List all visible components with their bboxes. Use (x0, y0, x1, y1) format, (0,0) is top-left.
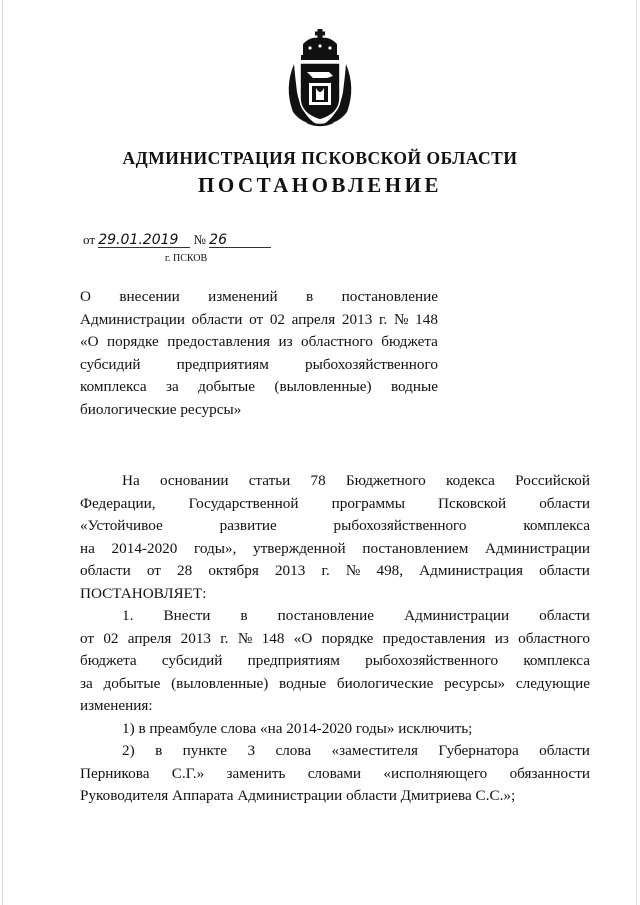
word: водные (279, 674, 327, 692)
body-line: ПОСТАНОВЛЯЕТ: (80, 584, 207, 602)
word: № (393, 310, 409, 328)
word: г. (378, 310, 388, 328)
body-line (80, 493, 590, 516)
body-line: изменения: (80, 697, 153, 714)
word: г. (321, 562, 330, 579)
word: Администрации (485, 539, 590, 557)
word: 02 (269, 310, 285, 328)
word: субсидий (80, 355, 141, 373)
word: 28 (177, 562, 193, 579)
word: (выловленные) (274, 378, 372, 395)
body-line (80, 605, 590, 628)
word: 2013 (341, 310, 373, 328)
word: порядке (107, 333, 159, 350)
organization-title: АДМИНИСТРАЦИЯ ПСКОВСКОЙ ОБЛАСТИ (122, 148, 518, 168)
word: в (306, 288, 314, 305)
number-field (209, 233, 271, 248)
word: апреля (291, 310, 336, 328)
subject-line (80, 354, 438, 377)
document-body (80, 470, 590, 808)
word: № (345, 562, 361, 579)
word: из (494, 629, 509, 647)
word: 78 (310, 472, 326, 489)
word: О (80, 288, 91, 305)
word: Губернатора (438, 742, 519, 759)
word: годы», (194, 539, 237, 557)
word: от (249, 310, 264, 328)
word: за (80, 674, 93, 692)
date-field (98, 233, 190, 248)
body-line (80, 538, 590, 561)
word: слова (275, 742, 312, 759)
word: добытые (198, 378, 256, 395)
subject-line (80, 376, 438, 399)
word: областного (518, 629, 590, 647)
word: водные (390, 378, 438, 395)
body-line (80, 470, 590, 493)
word: от (80, 629, 95, 647)
word: На (122, 472, 140, 489)
word: рыбохозяйственного (305, 355, 438, 373)
word: изменений (208, 288, 278, 305)
word: предприятиям (176, 355, 269, 373)
word: заменить (226, 764, 286, 782)
word: предприятиям (247, 652, 340, 669)
word: г. (220, 629, 229, 647)
word: программы (331, 494, 405, 512)
body-line (80, 763, 590, 786)
body-line (80, 740, 590, 763)
word: 2013 (180, 629, 212, 647)
word: областного (301, 333, 373, 350)
word: Бюджетного (345, 472, 426, 489)
word: Федерации, (80, 494, 156, 512)
word: 3 (247, 742, 256, 759)
word: утвержденной (253, 539, 346, 557)
body-line: 1) в преамбуле слова «на 2014-2020 годы» исключить; (122, 719, 473, 737)
word: области (539, 607, 590, 624)
word: обязанности (509, 764, 590, 782)
word: Перникова (80, 764, 150, 782)
word: 02 (103, 629, 119, 647)
date-prefix: от (83, 232, 96, 247)
word: С.Г.» (171, 764, 205, 782)
word: постановление (277, 607, 375, 624)
date-value: 29.01.2019 (98, 232, 179, 248)
word: области (539, 562, 590, 579)
word: рыбохозяйственного (365, 652, 499, 669)
word: 498, (376, 562, 404, 579)
pskov-coat-of-arms-icon (283, 28, 357, 128)
body-line (80, 628, 590, 651)
word: 148 (415, 310, 438, 328)
word: основании (159, 472, 229, 489)
word: Администрации (80, 310, 185, 328)
city: г. ПСКОВ (165, 253, 208, 264)
word: Псковской (438, 494, 507, 512)
word: ресурсы» (444, 674, 506, 692)
word: из (278, 333, 293, 350)
body-line (80, 560, 590, 583)
word: 148 (261, 629, 285, 647)
word: области (80, 562, 131, 579)
body-line (80, 515, 590, 538)
word: комплекса (523, 517, 590, 534)
word: Государственной (188, 494, 299, 512)
word: Российской (515, 472, 590, 489)
number-prefix: № (193, 232, 206, 247)
body-line (80, 673, 590, 696)
word: № (237, 629, 253, 647)
word: бюджета (80, 652, 137, 669)
word: области (539, 742, 590, 759)
scan-edge-right (636, 0, 637, 905)
word: Администрация (419, 562, 523, 579)
word: Внести (163, 607, 211, 624)
word: 1. (122, 607, 134, 624)
word: «О (293, 629, 313, 647)
word: Администрации (404, 607, 510, 624)
word: (выловленные) (171, 674, 269, 692)
number-value: 26 (209, 232, 227, 248)
word: статьи (248, 472, 291, 489)
word: «О (80, 333, 99, 350)
word: от (146, 562, 161, 579)
word: 2014-2020 (111, 539, 178, 557)
word: субсидий (161, 652, 223, 669)
word: в (155, 742, 163, 759)
word: 2) (122, 742, 135, 759)
word: бюджета (381, 333, 438, 350)
word: следующие (515, 674, 590, 692)
subject-line (80, 309, 438, 332)
word: апреля (127, 629, 172, 647)
word: области (539, 494, 590, 512)
word: добытые (103, 674, 161, 692)
word: области (191, 310, 243, 328)
word: комплекса (80, 378, 147, 395)
document-subject (80, 286, 438, 421)
word: предоставления (382, 629, 486, 647)
word: порядке (321, 629, 374, 647)
word: постановлением (362, 539, 469, 557)
body-line (80, 650, 590, 673)
word: постановление (341, 288, 438, 305)
subject-line: биологические ресурсы» (80, 400, 242, 418)
word: октября (208, 562, 259, 579)
word: биологические (336, 674, 434, 692)
word: «Устойчивое (80, 517, 163, 534)
word: рыбохозяйственного (333, 517, 467, 534)
registration-line (83, 232, 271, 248)
subject-line (80, 331, 438, 354)
word: на (80, 539, 95, 557)
scan-edge-left (2, 0, 3, 905)
word: пункте (182, 742, 228, 759)
document-type-title: ПОСТАНОВЛЕНИЕ (198, 173, 442, 197)
subject-line (80, 286, 438, 309)
word: кодекса (446, 472, 495, 489)
word: внесении (119, 288, 180, 305)
body-line: Руководителя Аппарата Администрации области Дмитриева С.С.»; (80, 787, 516, 804)
word: в (240, 607, 248, 624)
word: комплекса (523, 652, 590, 669)
word: за (166, 378, 179, 395)
word: «заместителя (331, 742, 419, 759)
word: предоставления (167, 333, 271, 350)
word: 2013 (274, 562, 306, 579)
word: развитие (219, 517, 277, 534)
word: словами (307, 764, 362, 782)
word: «исполняющего (383, 764, 488, 782)
